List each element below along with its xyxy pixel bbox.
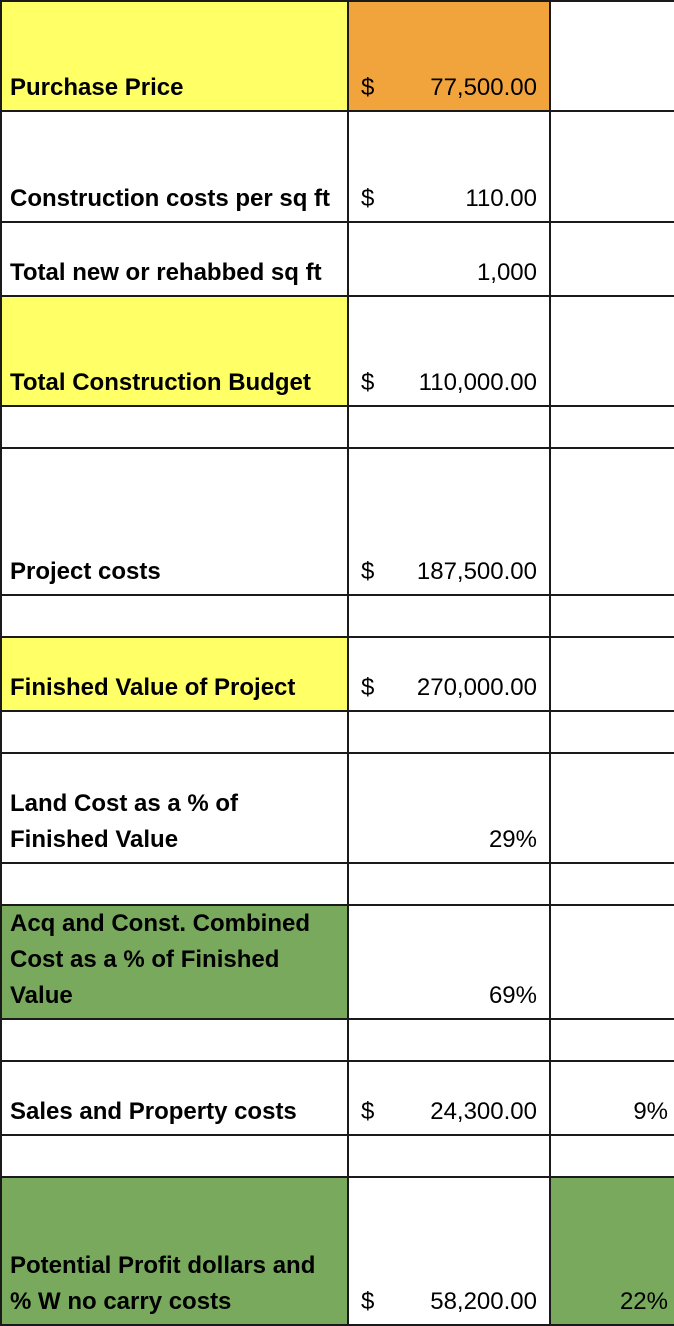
amount: 69% — [488, 982, 537, 1009]
currency-symbol: $ — [361, 369, 375, 396]
table-row — [1, 1, 674, 111]
currency-symbol: $ — [361, 1098, 375, 1125]
cell-empty[interactable] — [1, 406, 348, 448]
cell-potential-profit-pct[interactable]: 22% — [550, 1177, 674, 1325]
cell-land-cost-label[interactable]: Land Cost as a % of Finished Value — [1, 753, 348, 863]
cell-empty[interactable] — [1, 595, 348, 637]
amount: 110.00 — [465, 185, 537, 212]
cell-empty[interactable] — [550, 406, 674, 448]
table-row — [1, 1019, 674, 1061]
cell-combined-cost-value[interactable] — [348, 905, 550, 1019]
cell-project-costs-label[interactable]: Project costs — [1, 448, 348, 595]
cell-empty[interactable] — [550, 1019, 674, 1061]
cell-purchase-price-pct[interactable] — [550, 1, 674, 111]
table-row — [1, 448, 674, 595]
cell-land-cost-value[interactable] — [348, 753, 550, 863]
currency-symbol: $ — [361, 185, 375, 212]
cell-empty[interactable] — [1, 711, 348, 753]
cell-finished-value-value[interactable] — [348, 637, 550, 711]
table-row — [1, 711, 674, 753]
cell-empty[interactable] — [348, 1019, 550, 1061]
table-row — [1, 222, 674, 296]
cell-total-sqft-value[interactable] — [348, 222, 550, 296]
cell-construction-cost-value[interactable] — [348, 111, 550, 222]
currency-symbol: $ — [361, 74, 375, 101]
amount: 1,000 — [476, 259, 537, 286]
cell-purchase-price-label[interactable]: Purchase Price — [1, 1, 348, 111]
amount: 270,000.00 — [416, 674, 537, 701]
cell-empty[interactable] — [348, 1135, 550, 1177]
table-row — [1, 595, 674, 637]
amount: 29% — [488, 826, 537, 853]
cell-land-cost-pct[interactable] — [550, 753, 674, 863]
table-row — [1, 1177, 674, 1325]
table-row — [1, 1135, 674, 1177]
amount: 110,000.00 — [418, 369, 537, 396]
cell-construction-cost-label[interactable]: Construction costs per sq ft — [1, 111, 348, 222]
cell-finished-value-label[interactable]: Finished Value of Project — [1, 637, 348, 711]
cell-construction-budget-label[interactable]: Total Construction Budget — [1, 296, 348, 406]
cell-total-sqft-pct[interactable] — [550, 222, 674, 296]
cell-project-costs-value[interactable] — [348, 448, 550, 595]
cell-sales-costs-pct[interactable]: 9% — [550, 1061, 674, 1135]
cell-empty[interactable] — [348, 595, 550, 637]
cell-empty[interactable] — [1, 1135, 348, 1177]
cell-empty[interactable] — [550, 595, 674, 637]
cell-sales-costs-value[interactable] — [348, 1061, 550, 1135]
cell-empty[interactable] — [550, 863, 674, 905]
currency-symbol: $ — [361, 1288, 375, 1315]
currency-symbol: $ — [361, 558, 375, 585]
cell-empty[interactable] — [348, 711, 550, 753]
cell-construction-cost-pct[interactable] — [550, 111, 674, 222]
cell-combined-cost-label[interactable]: Acq and Const. Combined Cost as a % of Finished Value — [1, 905, 348, 1019]
cell-potential-profit-label[interactable]: Potential Profit dollars and % W no carry costs — [1, 1177, 348, 1325]
amount: 58,200.00 — [430, 1288, 537, 1315]
cell-project-costs-pct[interactable] — [550, 448, 674, 595]
cell-total-sqft-label[interactable]: Total new or rehabbed sq ft — [1, 222, 348, 296]
cell-empty[interactable] — [1, 1019, 348, 1061]
amount: 187,500.00 — [416, 558, 537, 585]
cell-empty[interactable] — [550, 711, 674, 753]
cell-empty[interactable] — [550, 1135, 674, 1177]
table-row — [1, 296, 674, 406]
amount: 77,500.00 — [430, 74, 537, 101]
table-row — [1, 111, 674, 222]
cell-construction-budget-value[interactable] — [348, 296, 550, 406]
table-row — [1, 753, 674, 863]
currency-symbol: $ — [361, 674, 375, 701]
table-row — [1, 406, 674, 448]
cell-potential-profit-value[interactable] — [348, 1177, 550, 1325]
table-row — [1, 1061, 674, 1135]
cell-empty[interactable] — [1, 863, 348, 905]
table-row — [1, 637, 674, 711]
table-row — [1, 905, 674, 1019]
cell-purchase-price-value[interactable] — [348, 1, 550, 111]
cell-empty[interactable] — [348, 406, 550, 448]
cell-sales-costs-label[interactable]: Sales and Property costs — [1, 1061, 348, 1135]
cell-construction-budget-pct[interactable] — [550, 296, 674, 406]
cell-combined-cost-pct[interactable] — [550, 905, 674, 1019]
table-row — [1, 863, 674, 905]
cell-empty[interactable] — [348, 863, 550, 905]
cell-finished-value-pct[interactable] — [550, 637, 674, 711]
amount: 24,300.00 — [430, 1098, 537, 1125]
